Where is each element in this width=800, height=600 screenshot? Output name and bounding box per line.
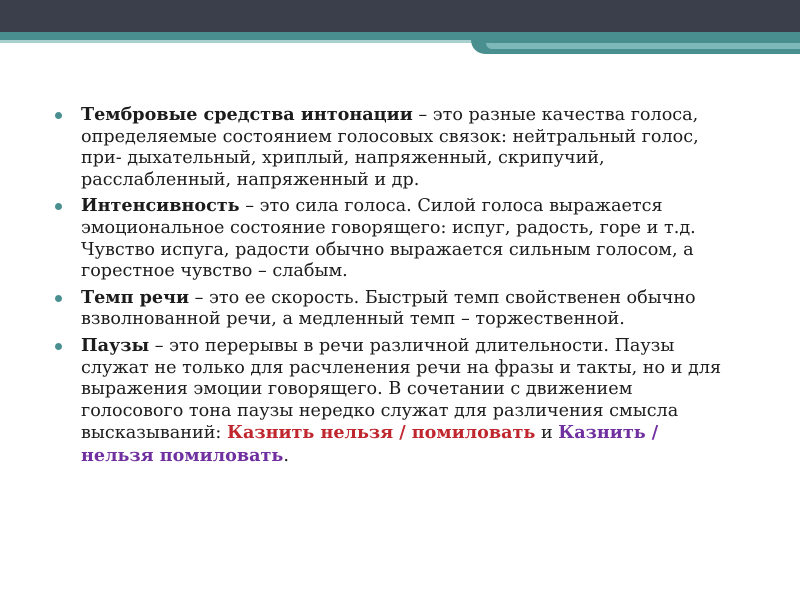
term-intensity: Интенсивность: [81, 195, 240, 217]
bullet-dot-icon: [55, 295, 62, 302]
definition-pauses: – это перерывы в речи различной длительности. Паузы служат не только для расчленения речи на фразы и такты, но и для выражения эмоции говорящего. В сочетании с движением голосового тона паузы нередко служат для различения смысла высказываний:: [81, 335, 722, 444]
bullet-dot-icon: [55, 343, 62, 350]
bullet-dot-icon: [55, 112, 62, 119]
term-timbre: Тембровые средства интонации: [81, 104, 413, 125]
bullet-item-pauses: [55, 335, 725, 468]
header-band: [0, 0, 800, 32]
term-pauses: Паузы: [81, 334, 150, 356]
term-tempo: Темп речи: [81, 286, 189, 308]
bullet-dot-icon: [55, 203, 62, 210]
example-connector: и: [535, 423, 559, 444]
definition-tempo: – это ее скорость. Быстрый темп свойственен обычно взволнованной речи, а медленный темп – торжественной.: [81, 287, 696, 330]
bullet-item-intensity: [55, 195, 725, 282]
definition-timbre: – это разные качества голоса, определяемые состоянием голосовых связок: нейтральный голос, при- дыхательный, хриплый, напряженный, скрипучий, расслабленный, напряженный и др.: [81, 105, 699, 190]
bullet-list: [55, 104, 725, 468]
bullet-item-timbre: [55, 104, 725, 191]
definition-intensity: – это сила голоса. Силой голоса выражается эмоциональное состояние говорящего: испуг, радость, горе и т.д. Чувство испуга, радости обычно выражается сильным голосом, а горестное чувство – слабым.: [81, 196, 696, 282]
example-phrase-1: Казнить нельзя / помиловать: [226, 422, 536, 444]
slide-body: [55, 104, 725, 472]
sentence-end: .: [283, 445, 289, 466]
header-accent-tab-inner: [486, 43, 800, 49]
bullet-item-tempo: [55, 287, 725, 331]
example-phrase-2: Казнить / нельзя помиловать: [81, 422, 659, 466]
header-accent-band: [0, 32, 800, 40]
